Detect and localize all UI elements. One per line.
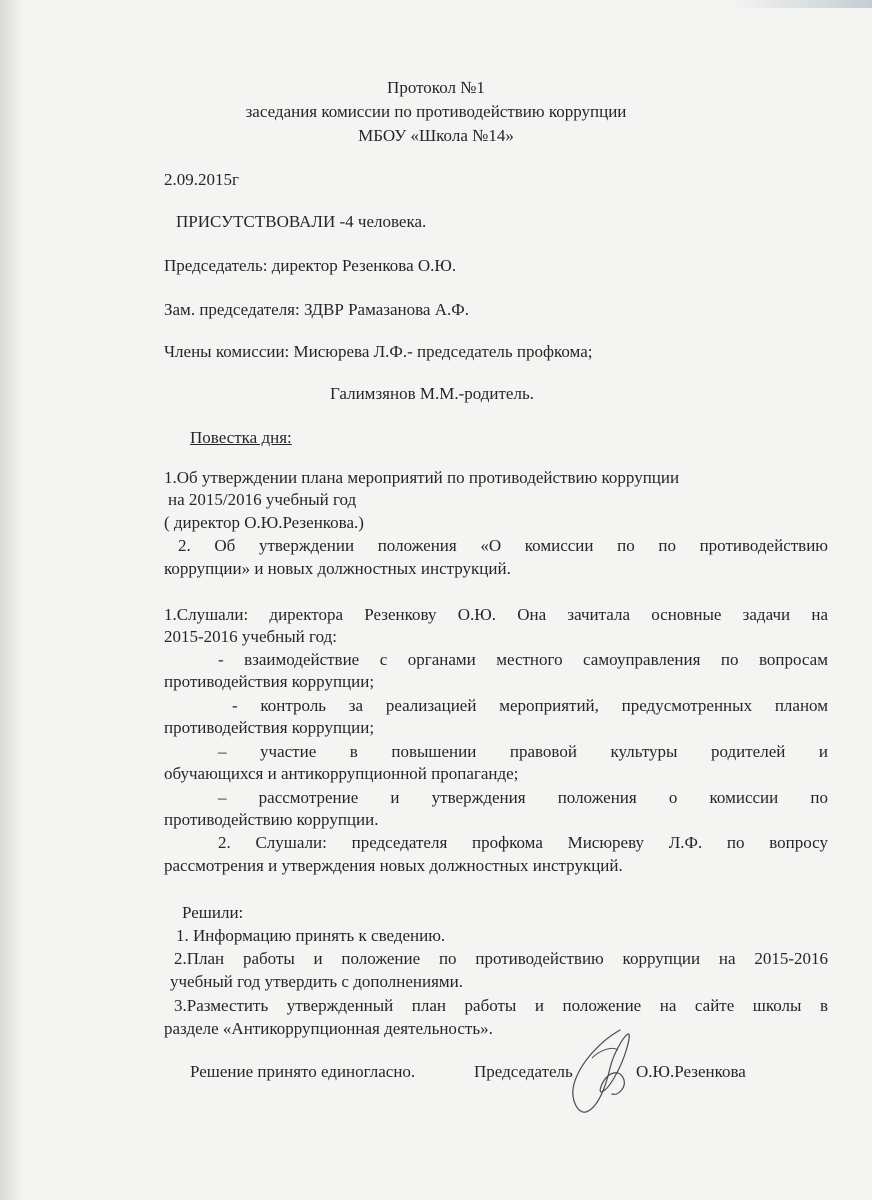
scan-edge-shadow [0, 0, 22, 1200]
organization-name: МБОУ «Школа №14» [358, 126, 514, 145]
agenda-heading: Повестка дня: [190, 428, 292, 447]
chair-line: Председатель: директор Резенкова О.Ю. [164, 256, 457, 275]
task-3-line-1: – участие в повышении правовой культуры родителей и [218, 742, 828, 761]
task-1-line-1: - взаимодействие с органами местного самоуправления по вопросам [218, 650, 828, 669]
decision-2-line-2: учебный год утвердить с дополнениями. [170, 972, 463, 991]
task-3-line-2: обучающихся и антикоррупционной пропаганде; [164, 764, 519, 783]
decision-3-line-2: разделе «Антикоррупционная деятельность». [164, 1019, 493, 1038]
decision-2-line-1: 2.План работы и положение по противодействию коррупции на 2015-2016 [174, 949, 828, 968]
decided-heading: Решили: [182, 903, 244, 922]
agenda-item-1-line-2: на 2015/2016 учебный год [168, 490, 357, 509]
heard-1-line-2: 2015-2016 учебный год: [164, 627, 337, 646]
members-line-2: Галимзянов М.М.-родитель. [330, 384, 534, 403]
meeting-date: 2.09.2015г [164, 170, 239, 189]
task-2-line-2: противодействия коррупции; [164, 718, 375, 737]
agenda-item-2-line-1: 2. Об утверждении положения «О комиссии по по противодействию [178, 536, 828, 555]
chair-signature-label: Председатель [474, 1062, 573, 1081]
task-1-line-2: противодействия коррупции; [164, 672, 375, 691]
decision-3-line-1: 3.Разместить утвержденный план работы и положение на сайте школы в [174, 996, 828, 1015]
heard-2-line-2: рассмотрения и утверждения новых должностных инструкций. [164, 856, 623, 875]
members-line-1: Члены комиссии: Мисюрева Л.Ф.- председатель профкома; [164, 342, 593, 361]
agenda-item-1-line-1: 1.Об утверждении плана мероприятий по противодействию коррупции [164, 468, 680, 487]
handwritten-signature [562, 1028, 640, 1120]
attendance-line: ПРИСУТСТВОВАЛИ -4 человека. [176, 212, 427, 231]
unanimous-decision: Решение принято единогласно. [190, 1062, 416, 1081]
protocol-subtitle: заседания комиссии по противодействию коррупции [245, 102, 627, 121]
task-4-line-1: – рассмотрение и утверждения положения о комиссии по [218, 788, 828, 807]
heard-1-line-1: 1.Слушали: директора Резенкову О.Ю. Она зачитала основные задачи на [164, 605, 828, 624]
chair-signature-name: О.Ю.Резенкова [636, 1062, 746, 1081]
task-4-line-2: противодействию коррупции. [164, 810, 379, 829]
agenda-item-1-line-3: ( директор О.Ю.Резенкова.) [164, 513, 364, 532]
heard-2-line-1: 2. Слушали: председателя профкома Мисюреву Л.Ф. по вопросу [218, 833, 828, 852]
decision-1: 1. Информацию принять к сведению. [176, 926, 446, 945]
scan-corner-mark [732, 0, 872, 8]
protocol-title: Протокол №1 [387, 78, 485, 97]
agenda-item-2-line-2: коррупции» и новых должностных инструкций. [164, 559, 511, 578]
vice-chair-line: Зам. председателя: ЗДВР Рамазанова А.Ф. [164, 300, 469, 319]
task-2-line-1: - контроль за реализацией мероприятий, предусмотренных планом [232, 696, 828, 715]
